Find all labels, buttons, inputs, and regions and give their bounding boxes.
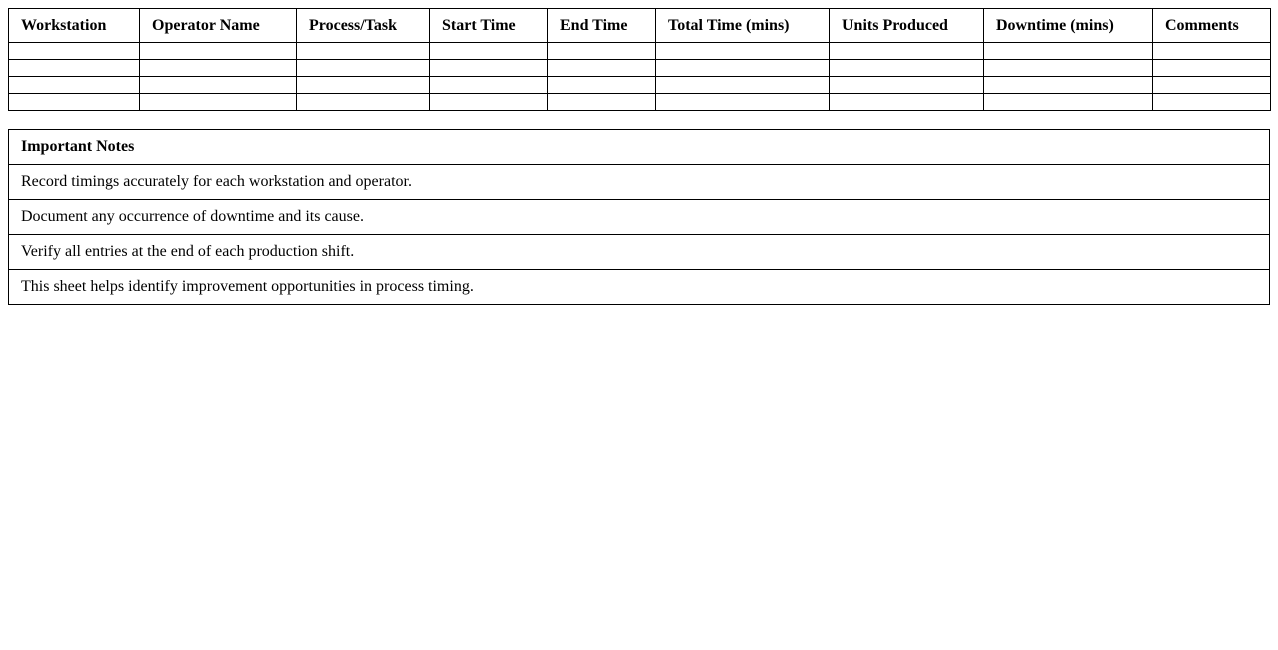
table-cell[interactable] xyxy=(140,77,297,94)
header-total-time: Total Time (mins) xyxy=(656,9,830,43)
header-downtime: Downtime (mins) xyxy=(984,9,1153,43)
table-cell[interactable] xyxy=(297,43,430,60)
table-cell[interactable] xyxy=(140,43,297,60)
table-cell[interactable] xyxy=(984,94,1153,111)
table-cell[interactable] xyxy=(140,94,297,111)
note-item: This sheet helps identify improvement opportunities in process timing. xyxy=(9,270,1270,305)
production-timing-sheet xyxy=(8,8,1270,305)
header-operator-name: Operator Name xyxy=(140,9,297,43)
table-cell[interactable] xyxy=(430,77,548,94)
table-cell[interactable] xyxy=(656,43,830,60)
note-row xyxy=(9,235,1270,270)
note-item: Record timings accurately for each workstation and operator. xyxy=(9,165,1270,200)
table-cell[interactable] xyxy=(9,60,140,77)
table-cell[interactable] xyxy=(430,94,548,111)
table-row xyxy=(9,94,1271,111)
table-cell[interactable] xyxy=(830,77,984,94)
table-cell[interactable] xyxy=(9,94,140,111)
table-cell[interactable] xyxy=(830,94,984,111)
table-cell[interactable] xyxy=(1153,77,1271,94)
table-cell[interactable] xyxy=(430,60,548,77)
table-cell[interactable] xyxy=(830,60,984,77)
table-cell[interactable] xyxy=(830,43,984,60)
header-units-produced: Units Produced xyxy=(830,9,984,43)
table-cell[interactable] xyxy=(297,94,430,111)
table-cell[interactable] xyxy=(984,43,1153,60)
table-cell[interactable] xyxy=(984,60,1153,77)
header-start-time: Start Time xyxy=(430,9,548,43)
table-cell[interactable] xyxy=(548,43,656,60)
table-cell[interactable] xyxy=(430,43,548,60)
timing-table-header-row xyxy=(9,9,1271,43)
table-row xyxy=(9,60,1271,77)
table-cell[interactable] xyxy=(1153,60,1271,77)
table-cell[interactable] xyxy=(9,43,140,60)
table-cell[interactable] xyxy=(1153,43,1271,60)
table-cell[interactable] xyxy=(656,77,830,94)
notes-table xyxy=(8,129,1270,305)
note-item: Document any occurrence of downtime and its cause. xyxy=(9,200,1270,235)
table-cell[interactable] xyxy=(297,60,430,77)
table-cell[interactable] xyxy=(984,77,1153,94)
table-cell[interactable] xyxy=(9,77,140,94)
table-cell[interactable] xyxy=(297,77,430,94)
table-cell[interactable] xyxy=(548,94,656,111)
note-row xyxy=(9,165,1270,200)
table-cell[interactable] xyxy=(1153,94,1271,111)
note-row xyxy=(9,200,1270,235)
notes-title: Important Notes xyxy=(9,130,1270,165)
header-process-task: Process/Task xyxy=(297,9,430,43)
header-end-time: End Time xyxy=(548,9,656,43)
note-item: Verify all entries at the end of each production shift. xyxy=(9,235,1270,270)
header-workstation: Workstation xyxy=(9,9,140,43)
header-comments: Comments xyxy=(1153,9,1271,43)
table-row xyxy=(9,77,1271,94)
table-cell[interactable] xyxy=(140,60,297,77)
table-row xyxy=(9,43,1271,60)
table-cell[interactable] xyxy=(548,60,656,77)
note-row xyxy=(9,270,1270,305)
notes-header-row xyxy=(9,130,1270,165)
table-cell[interactable] xyxy=(548,77,656,94)
table-cell[interactable] xyxy=(656,60,830,77)
timing-table-body xyxy=(9,43,1271,111)
timing-table xyxy=(8,8,1271,111)
table-cell[interactable] xyxy=(656,94,830,111)
